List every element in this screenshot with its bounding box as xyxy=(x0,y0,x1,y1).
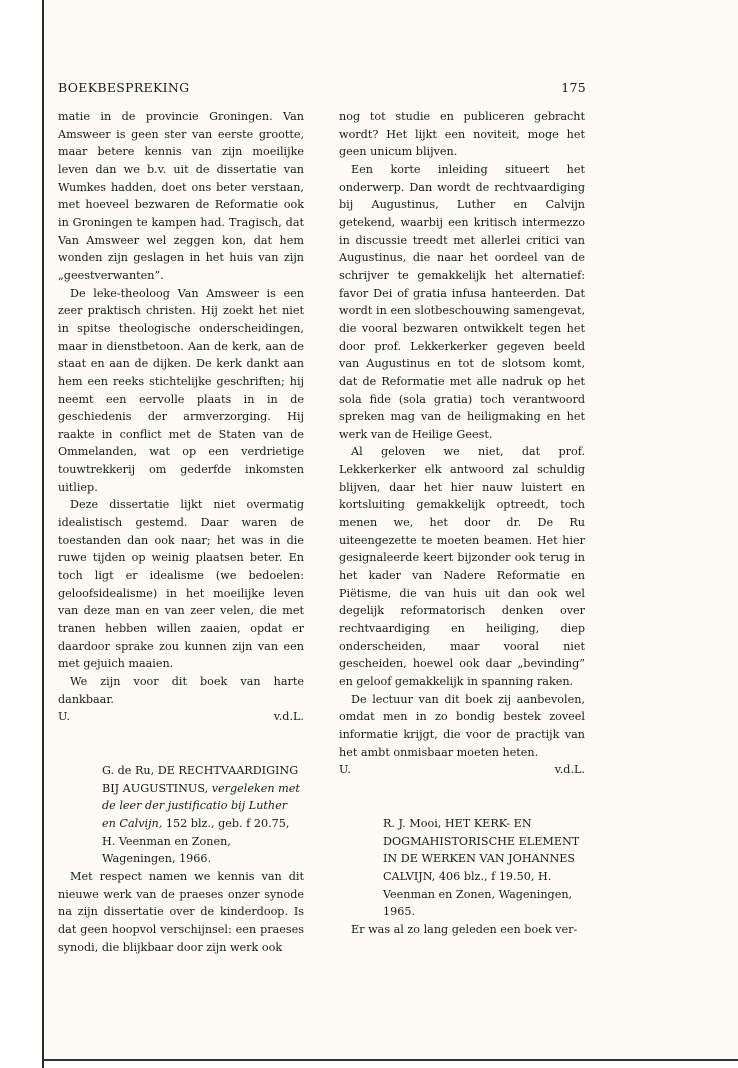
paragraph: Met respect namen we kennis van dit nieuwe werk van de praeses onzer synode na zijn dissertatie over de kinderdoop. Is dat geen hoopvol verschijnsel: een praeses synodi, die blijkbaar door zijn werk ook xyxy=(58,869,304,954)
paragraph: nog tot studie en publiceren gebracht wordt? Het lijkt een noviteit, moge het geen unicum blijven. xyxy=(339,110,585,159)
signature-author: v.d.L. xyxy=(554,763,585,777)
signature-initial: U. xyxy=(58,710,70,724)
page-number: 175 xyxy=(561,80,586,95)
running-head xyxy=(58,80,586,95)
paragraph: Een korte inleiding situeert het onderwerp. Dan wordt de rechtvaardiging bij Augustinus, Luther en Calvijn getekend, waarbij een kritisch intermezzo in discussie treedt met allerlei critici van Augustinus, die naar het oordeel van de schrijver te gemakkelijk het alternatief: favor Dei of gratia infusa hanteerden. Dat wordt in een slotbeschouwing samengevat, die vooral bezwaren ontwikkelt tegen het door prof. Lekkerkerker gegeven beeld van Augustinus en tot de slotsom komt, dat de Reformatie met alle nadruk op het sola fide (sola gratia) toch verantwoord spreken mag van de heiligmaking en het werk van de Heilige Geest. xyxy=(339,162,585,441)
scan-bottom-border xyxy=(44,1059,738,1061)
review-heading-italic: vergeleken met de leer der justificatio bij Luther en Calvijn, xyxy=(102,781,300,830)
review-heading-plain: G. de Ru, DE RECHTVAARDIGING BIJ AUGUSTINUS, xyxy=(102,763,299,795)
paragraph: Al geloven we niet, dat prof. Lekkerkerker elk antwoord zal schuldig blijven, daar het hier nauw luistert en kortsluiting gemakkelijk optreedt, toch menen we, het door dr. De Ru uiteengezette te moeten beamen. Het hier gesignaleerde keert bijzonder ook terug in het kader van Nadere Reformatie en Piëtisme, die van huis uit dan ook wel degelijk reformatorisch denken over rechtvaardiging en heiliging, diep onderscheiden, maar vooral niet gescheiden, hoewel ook daar „bevinding” en geloof gemakkelijk in spanning raken. xyxy=(339,445,585,688)
left-column xyxy=(58,108,304,956)
review-signature xyxy=(58,708,304,726)
signature-initial: U. xyxy=(339,763,351,777)
paragraph: De leke-theoloog Van Amsweer is een zeer praktisch christen. Hij zoekt het niet in spitse theologische onderscheidingen, maar in dienstbetoon. Aan de kerk, aan de staat en aan de dijken. De kerk dankt aan hem een reeks stichtelijke geschriften; hij neemt een eervolle plaats in in de geschiedenis der armverzorging. Hij raakte in conflict met de Staten van de Ommelanden, wat op een verdrietige touwtrekkerij om gederfde inkomsten uitliep. xyxy=(58,286,304,494)
paragraph: De lectuur van dit boek zij aanbevolen, omdat men in zo bondig bestek zoveel informatie krijgt, die voor de practijk van het ambt onmisbaar moeten heten. xyxy=(339,692,585,759)
paragraph: We zijn voor dit boek van harte dankbaar. xyxy=(58,675,304,706)
paragraph: matie in de provincie Groningen. Van Amsweer is geen ster van eerste grootte, maar betere kennis van zijn moeilijke leven dan we b.v. uit de dissertatie van Wumkes hadden, doet ons beter verstaan, met hoeveel bezwaren de Reformatie ook in Groningen te kampen had. Tragisch, dat Van Amsweer wel zeggen kon, dat hem wonden zijn geslagen in het huis van zijn „geestverwanten”. xyxy=(58,110,304,282)
section-title: BOEKBESPREKING xyxy=(58,80,190,95)
signature-author: v.d.L. xyxy=(273,710,304,724)
right-column xyxy=(339,108,585,939)
paragraph: Deze dissertatie lijkt niet overmatig idealistisch gestemd. Daar waren de toestanden dan ook naar; het was in die ruwe tijden op weinig plaatsen beter. En toch ligt er idealisme (we bedoelen: geloofsidealisme) in het moeilijke leven van deze man en van zeer velen, die met tranen hebben willen zaaien, opdat er daardoor sprake zou kunnen zijn van een met gejuich maaien. xyxy=(58,498,304,671)
review-heading-tail: 152 blz., geb. f 20.75, H. Veenman en Zonen, Wageningen, 1966. xyxy=(102,816,290,866)
review-signature xyxy=(339,761,585,779)
review-heading: R. J. Mooi, HET KERK- EN DOGMAHISTORISCHE ELEMENT IN DE WERKEN VAN JOHANNES CALVIJN, 406 blz., f 19.50, H. Veenman en Zonen, Wageningen, 1965. xyxy=(383,816,580,919)
review-heading xyxy=(102,762,304,868)
paragraph: Er was al zo lang geleden een boek ver- xyxy=(351,922,578,936)
